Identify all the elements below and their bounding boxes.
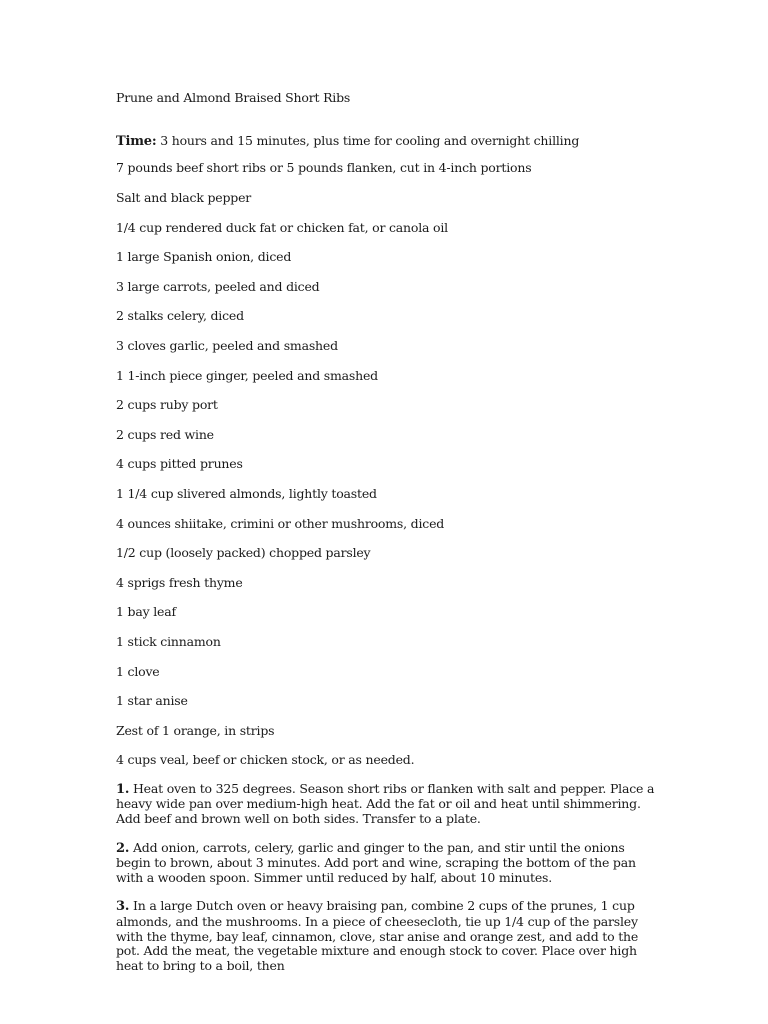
step-text: Add onion, carrots, celery, garlic and ginger to the pan, and stir until the onions begin to brown, about 3 minutes. Add port and wine, scraping the bottom of the pan with a wooden spoon. Simmer until reduced by half, about 10 minutes. <box>116 839 636 885</box>
step-number: 3. <box>116 899 130 915</box>
ingredient-item: 4 cups pitted prunes <box>116 456 243 472</box>
time-label: Time: <box>116 134 157 149</box>
ingredient-item: 1 stick cinnamon <box>116 633 221 649</box>
ingredient-item: 1 1-inch piece ginger, peeled and smashed <box>116 367 378 383</box>
step-text: In a large Dutch oven or heavy braising pan, combine 2 cups of the prunes, 1 cup almonds, and the mushrooms. In a piece of cheesecloth, tie up 1/4 cup of the parsley with the thyme, bay leaf, cinnamon, clove, star anise and orange zest, and add to the pot. Add the meat, the vegetable mixture and enough stock to cover. Place over high heat to bring to a boil, then <box>116 898 639 973</box>
ingredient-item: 4 ounces shiitake, crimini or other mushrooms, diced <box>116 515 445 531</box>
ingredient-item: 1 star anise <box>116 693 188 709</box>
step-number: 1. <box>116 781 130 797</box>
ingredient-item: 2 cups red wine <box>116 426 214 442</box>
ingredient-item: 3 cloves garlic, peeled and smashed <box>116 337 338 353</box>
instruction-steps <box>116 782 656 974</box>
ingredient-item: 4 cups veal, beef or chicken stock, or as needed. <box>116 752 415 768</box>
instruction-step <box>116 899 656 973</box>
ingredient-item: Salt and black pepper <box>116 190 252 205</box>
ingredient-item: 1/2 cup (loosely packed) chopped parsley <box>116 545 371 561</box>
ingredient-item: 1 large Spanish onion, diced <box>116 249 292 265</box>
time-label-text: Time <box>116 134 152 149</box>
ingredient-item: 1 bay leaf <box>116 604 176 620</box>
ingredient-item: 2 cups ruby port <box>116 397 218 413</box>
time-line <box>116 133 656 150</box>
ingredient-item: 4 sprigs fresh thyme <box>116 574 243 590</box>
step-text: Heat oven to 325 degrees. Season short ribs or flanken with salt and pepper. Place a heavy wide pan over medium-high heat. Add the fat or oil and heat until shimmering. Add beef and brown well on both sides. Transfer to a plate. <box>116 780 655 827</box>
instruction-step <box>116 782 656 827</box>
ingredient-item: 1 1/4 cup slivered almonds, lightly toasted <box>116 485 377 501</box>
ingredient-list <box>116 160 656 768</box>
ingredient-item: 1 clove <box>116 663 160 679</box>
time-value: 3 hours and 15 minutes, plus time for cooling and overnight chilling <box>156 133 580 148</box>
step-number-text: 1 <box>116 781 125 797</box>
ingredient-item: Zest of 1 orange, in strips <box>116 722 275 738</box>
step-number-text: 2 <box>116 840 125 856</box>
ingredient-item: 3 large carrots, peeled and diced <box>116 278 320 294</box>
step-number: 2. <box>116 840 130 856</box>
ingredient-item: 7 pounds beef short ribs or 5 pounds flanken, cut in 4-inch portions <box>116 160 532 175</box>
step-number-text: 3 <box>116 899 125 915</box>
ingredient-item: 1/4 cup rendered duck fat or chicken fat, or canola oil <box>116 219 448 235</box>
ingredient-item: 2 stalks celery, diced <box>116 308 244 324</box>
recipe-document <box>116 90 656 987</box>
instruction-step <box>116 841 656 886</box>
recipe-title: Prune and Almond Braised Short Ribs <box>116 90 351 105</box>
